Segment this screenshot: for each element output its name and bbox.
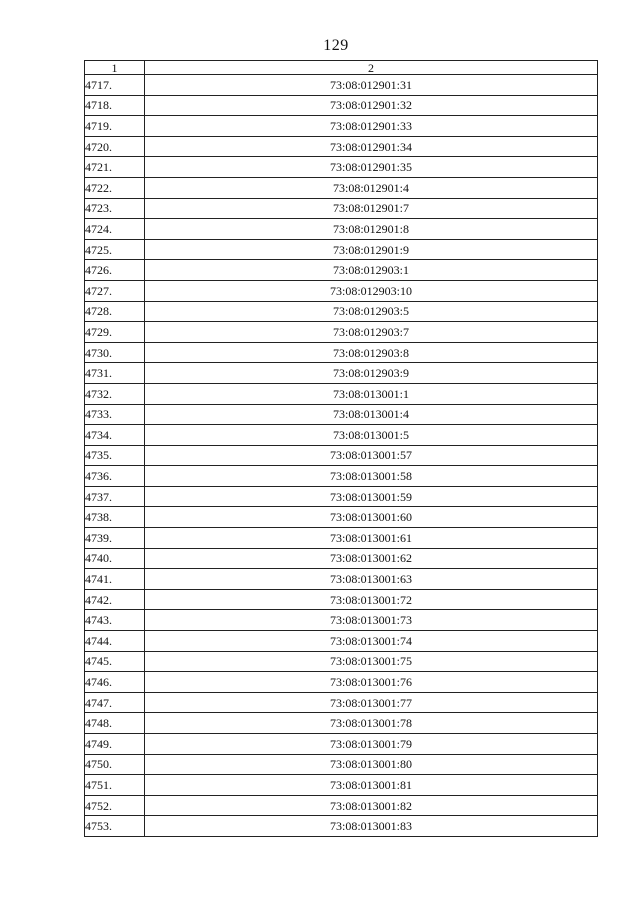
row-number-cell: 4717. — [85, 75, 145, 96]
row-number-cell: 4745. — [85, 651, 145, 672]
row-number-cell: 4746. — [85, 672, 145, 693]
cadastral-number-cell: 73:08:012901:33 — [145, 116, 598, 137]
cadastral-number-cell: 73:08:013001:73 — [145, 610, 598, 631]
table-header-row — [85, 61, 598, 75]
table-row — [85, 713, 598, 734]
cadastral-number-cell: 73:08:013001:63 — [145, 569, 598, 590]
row-number-cell: 4752. — [85, 795, 145, 816]
row-number-cell: 4749. — [85, 734, 145, 755]
table-row — [85, 528, 598, 549]
cadastral-number-cell: 73:08:013001:5 — [145, 425, 598, 446]
row-number-cell: 4736. — [85, 466, 145, 487]
table-row — [85, 486, 598, 507]
table-row — [85, 136, 598, 157]
cadastral-number-cell: 73:08:013001:59 — [145, 486, 598, 507]
table-row — [85, 425, 598, 446]
table-row — [85, 816, 598, 837]
cadastral-number-cell: 73:08:013001:83 — [145, 816, 598, 837]
cadastral-number-cell: 73:08:013001:57 — [145, 445, 598, 466]
table-row — [85, 219, 598, 240]
cadastral-number-cell: 73:08:013001:1 — [145, 383, 598, 404]
row-number-cell: 4741. — [85, 569, 145, 590]
cadastral-number-cell: 73:08:012901:35 — [145, 157, 598, 178]
cadastral-number-cell: 73:08:012901:8 — [145, 219, 598, 240]
table-row — [85, 404, 598, 425]
row-number-cell: 4727. — [85, 280, 145, 301]
row-number-cell: 4719. — [85, 116, 145, 137]
registry-table — [84, 60, 598, 837]
cadastral-number-cell: 73:08:012901:32 — [145, 95, 598, 116]
row-number-cell: 4744. — [85, 631, 145, 652]
cadastral-number-cell: 73:08:013001:60 — [145, 507, 598, 528]
cadastral-number-cell: 73:08:013001:75 — [145, 651, 598, 672]
table-row — [85, 466, 598, 487]
cadastral-number-cell: 73:08:013001:77 — [145, 692, 598, 713]
cadastral-number-cell: 73:08:012903:10 — [145, 280, 598, 301]
table-row — [85, 610, 598, 631]
cadastral-number-cell: 73:08:013001:76 — [145, 672, 598, 693]
cadastral-number-cell: 73:08:013001:82 — [145, 795, 598, 816]
table-row — [85, 116, 598, 137]
table-row — [85, 754, 598, 775]
cadastral-number-cell: 73:08:013001:61 — [145, 528, 598, 549]
table-row — [85, 342, 598, 363]
table-row — [85, 177, 598, 198]
row-number-cell: 4724. — [85, 219, 145, 240]
cadastral-number-cell: 73:08:013001:80 — [145, 754, 598, 775]
row-number-cell: 4738. — [85, 507, 145, 528]
cadastral-number-cell: 73:08:012903:1 — [145, 260, 598, 281]
table-row — [85, 651, 598, 672]
row-number-cell: 4720. — [85, 136, 145, 157]
row-number-cell: 4723. — [85, 198, 145, 219]
row-number-cell: 4734. — [85, 425, 145, 446]
row-number-cell: 4735. — [85, 445, 145, 466]
table-row — [85, 301, 598, 322]
row-number-cell: 4743. — [85, 610, 145, 631]
row-number-cell: 4722. — [85, 177, 145, 198]
table-row — [85, 672, 598, 693]
cadastral-number-cell: 73:08:012903:8 — [145, 342, 598, 363]
row-number-cell: 4729. — [85, 322, 145, 343]
row-number-cell: 4731. — [85, 363, 145, 384]
table-row — [85, 157, 598, 178]
table-row — [85, 775, 598, 796]
cadastral-number-cell: 73:08:012901:7 — [145, 198, 598, 219]
table-row — [85, 692, 598, 713]
row-number-cell: 4748. — [85, 713, 145, 734]
table-row — [85, 445, 598, 466]
table-row — [85, 734, 598, 755]
cadastral-number-cell: 73:08:013001:4 — [145, 404, 598, 425]
cadastral-number-cell: 73:08:013001:79 — [145, 734, 598, 755]
table-row — [85, 795, 598, 816]
cadastral-number-cell: 73:08:013001:72 — [145, 589, 598, 610]
cadastral-number-cell: 73:08:013001:81 — [145, 775, 598, 796]
table-row — [85, 507, 598, 528]
page-number: 129 — [323, 37, 349, 54]
cadastral-number-cell: 73:08:013001:74 — [145, 631, 598, 652]
cadastral-number-cell: 73:08:012903:5 — [145, 301, 598, 322]
row-number-cell: 4725. — [85, 239, 145, 260]
table-row — [85, 569, 598, 590]
column-header-cadastral-number: 2 — [145, 61, 598, 75]
table-row — [85, 260, 598, 281]
row-number-cell: 4742. — [85, 589, 145, 610]
row-number-cell: 4750. — [85, 754, 145, 775]
row-number-cell: 4732. — [85, 383, 145, 404]
cadastral-number-cell: 73:08:012901:31 — [145, 75, 598, 96]
row-number-cell: 4728. — [85, 301, 145, 322]
cadastral-number-cell: 73:08:012901:4 — [145, 177, 598, 198]
table-row — [85, 363, 598, 384]
cadastral-number-cell: 73:08:013001:62 — [145, 548, 598, 569]
cadastral-number-cell: 73:08:012903:7 — [145, 322, 598, 343]
cadastral-number-cell: 73:08:012901:9 — [145, 239, 598, 260]
row-number-cell: 4753. — [85, 816, 145, 837]
table-row — [85, 589, 598, 610]
row-number-cell: 4726. — [85, 260, 145, 281]
row-number-cell: 4740. — [85, 548, 145, 569]
table-row — [85, 631, 598, 652]
table-row — [85, 198, 598, 219]
row-number-cell: 4721. — [85, 157, 145, 178]
table-row — [85, 383, 598, 404]
table-row — [85, 322, 598, 343]
table-row — [85, 75, 598, 96]
table-body — [85, 75, 598, 837]
row-number-cell: 4747. — [85, 692, 145, 713]
row-number-cell: 4718. — [85, 95, 145, 116]
table-row — [85, 548, 598, 569]
table-row — [85, 95, 598, 116]
cadastral-number-cell: 73:08:013001:78 — [145, 713, 598, 734]
cadastral-number-cell: 73:08:012901:34 — [145, 136, 598, 157]
column-header-number: 1 — [85, 61, 145, 75]
row-number-cell: 4733. — [85, 404, 145, 425]
row-number-cell: 4739. — [85, 528, 145, 549]
cadastral-number-cell: 73:08:013001:58 — [145, 466, 598, 487]
cadastral-number-cell: 73:08:012903:9 — [145, 363, 598, 384]
table-row — [85, 280, 598, 301]
row-number-cell: 4737. — [85, 486, 145, 507]
row-number-cell: 4751. — [85, 775, 145, 796]
table-row — [85, 239, 598, 260]
row-number-cell: 4730. — [85, 342, 145, 363]
